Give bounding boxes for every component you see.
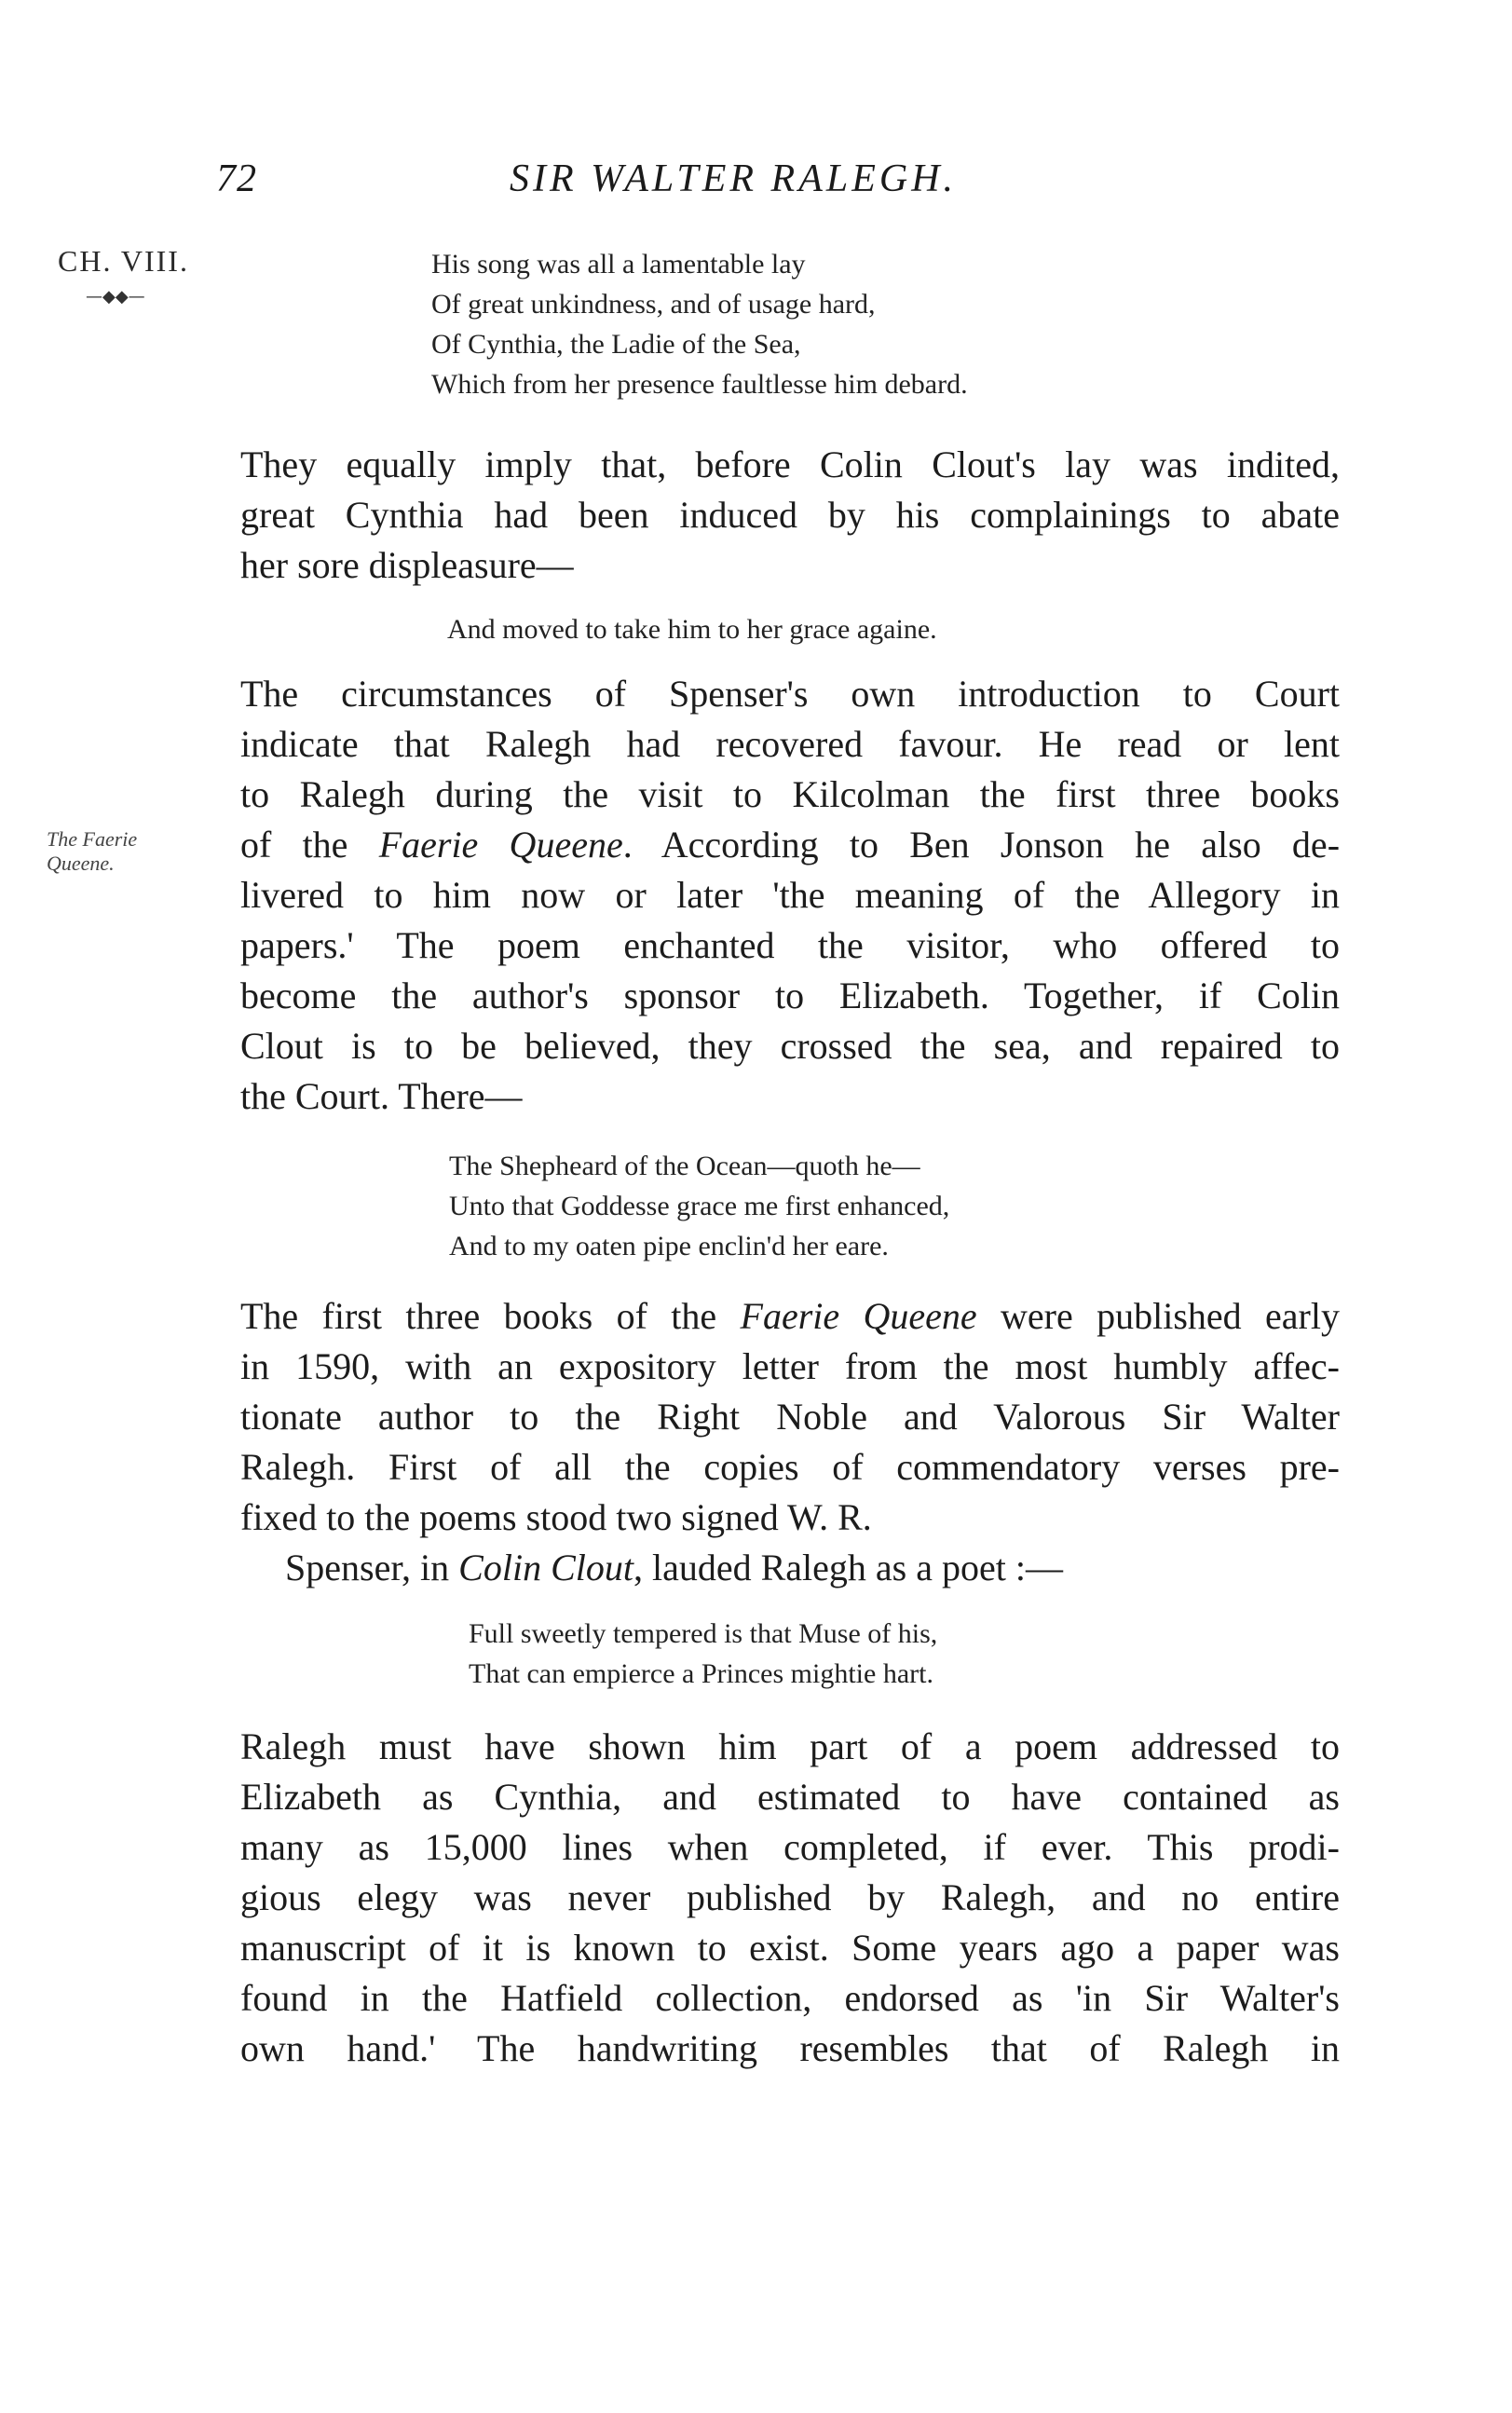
- text-line: found in the Hatfield collection, endorsed as 'in Sir Walter's: [240, 1977, 1340, 2019]
- verse-quote-4: [469, 1614, 937, 1694]
- text-line: papers.' The poem enchanted the visitor, who offered to: [240, 924, 1340, 966]
- book-title: SIR WALTER RALEGH.: [510, 157, 958, 200]
- margin-note-line: Queene.: [47, 852, 115, 875]
- text-line: Ralegh must have shown him part of a poem addressed to: [240, 1725, 1340, 1767]
- text-line: [240, 820, 1340, 870]
- verse-line: The Shepheard of the Ocean—quoth he—: [449, 1151, 920, 1181]
- text-line: [285, 1543, 1340, 1593]
- text-line: own hand.' The handwriting resembles that of Ralegh in: [240, 2027, 1340, 2069]
- page-number: 72: [216, 157, 257, 200]
- text-line: her sore displeasure—: [240, 544, 574, 586]
- verse-line: Full sweetly tempered is that Muse of his,: [469, 1618, 938, 1649]
- verse-line: Unto that Goddesse grace me first enhanced,: [449, 1191, 950, 1221]
- text-line: manuscript of it is known to exist. Some years ago a paper was: [240, 1927, 1340, 1969]
- chapter-ornament: —◆◆—: [86, 287, 145, 307]
- verse-line: And moved to take him to her grace againe.: [447, 614, 937, 645]
- text-line: many as 15,000 lines when completed, if ever. This prodi-: [240, 1826, 1340, 1868]
- margin-note: [47, 827, 186, 876]
- verse-line: That can empierce a Princes mightie hart.: [469, 1658, 933, 1689]
- book-title-italic: Faerie Queene: [378, 824, 623, 866]
- verse-line: Which from her presence faultlesse him debard.: [431, 369, 968, 400]
- text-line: livered to him now or later 'the meaning of the Allegory in: [240, 874, 1340, 916]
- text-run: of the: [240, 824, 379, 866]
- text-line: Ralegh. First of all the copies of commendatory verses pre-: [240, 1446, 1340, 1488]
- verse-quote-3: [449, 1146, 949, 1266]
- verse-line: Of Cynthia, the Ladie of the Sea,: [431, 329, 801, 360]
- margin-note-line: The Faerie: [47, 827, 138, 851]
- text-line: gious elegy was never published by Ralegh, and no entire: [240, 1876, 1340, 1918]
- paragraph-2: [240, 669, 1340, 1122]
- text-line: the Court. There—: [240, 1075, 523, 1117]
- text-run: Spenser, in: [285, 1547, 459, 1588]
- paragraph-1: [240, 440, 1340, 591]
- text-line: [240, 1291, 1340, 1342]
- verse-line: Of great unkindness, and of usage hard,: [431, 289, 876, 320]
- paragraph-4: [240, 1543, 1340, 1593]
- text-line: fixed to the poems stood two signed W. R.: [240, 1496, 872, 1538]
- text-line: Clout is to be believed, they crossed the sea, and repaired to: [240, 1025, 1340, 1067]
- text-line: tionate author to the Right Noble and Valorous Sir Walter: [240, 1396, 1340, 1438]
- book-title-italic: Faerie Queene: [740, 1295, 977, 1337]
- text-line: Elizabeth as Cynthia, and estimated to have contained as: [240, 1776, 1340, 1818]
- text-line: become the author's sponsor to Elizabeth. Together, if Colin: [240, 975, 1340, 1016]
- text-line: in 1590, with an expository letter from the most humbly affec-: [240, 1345, 1340, 1387]
- chapter-label: CH. VIII.: [58, 244, 189, 278]
- text-line: indicate that Ralegh had recovered favour. He read or lent: [240, 723, 1340, 765]
- text-line: great Cynthia had been induced by his complainings to abate: [240, 494, 1340, 536]
- text-run: . According to Ben Jonson he also de-: [622, 824, 1341, 866]
- paragraph-5: [240, 1722, 1340, 2074]
- verse-line: His song was all a lamentable lay: [431, 249, 806, 279]
- text-run: , lauded Ralegh as a poet :—: [633, 1547, 1063, 1588]
- verse-line: And to my oaten pipe enclin'd her eare.: [449, 1231, 889, 1261]
- text-run: The first three books of the: [240, 1295, 741, 1337]
- paragraph-3: [240, 1291, 1340, 1543]
- text-line: to Ralegh during the visit to Kilcolman the first three books: [240, 773, 1340, 815]
- verse-quote-1: [431, 244, 968, 404]
- text-line: The circumstances of Spenser's own introduction to Court: [240, 673, 1340, 715]
- verse-quote-2: [447, 609, 937, 649]
- running-head: [216, 157, 1343, 212]
- book-title-italic: Colin Clout: [458, 1547, 633, 1588]
- text-line: They equally imply that, before Colin Clout's lay was indited,: [240, 443, 1340, 485]
- text-run: were published early: [976, 1295, 1340, 1337]
